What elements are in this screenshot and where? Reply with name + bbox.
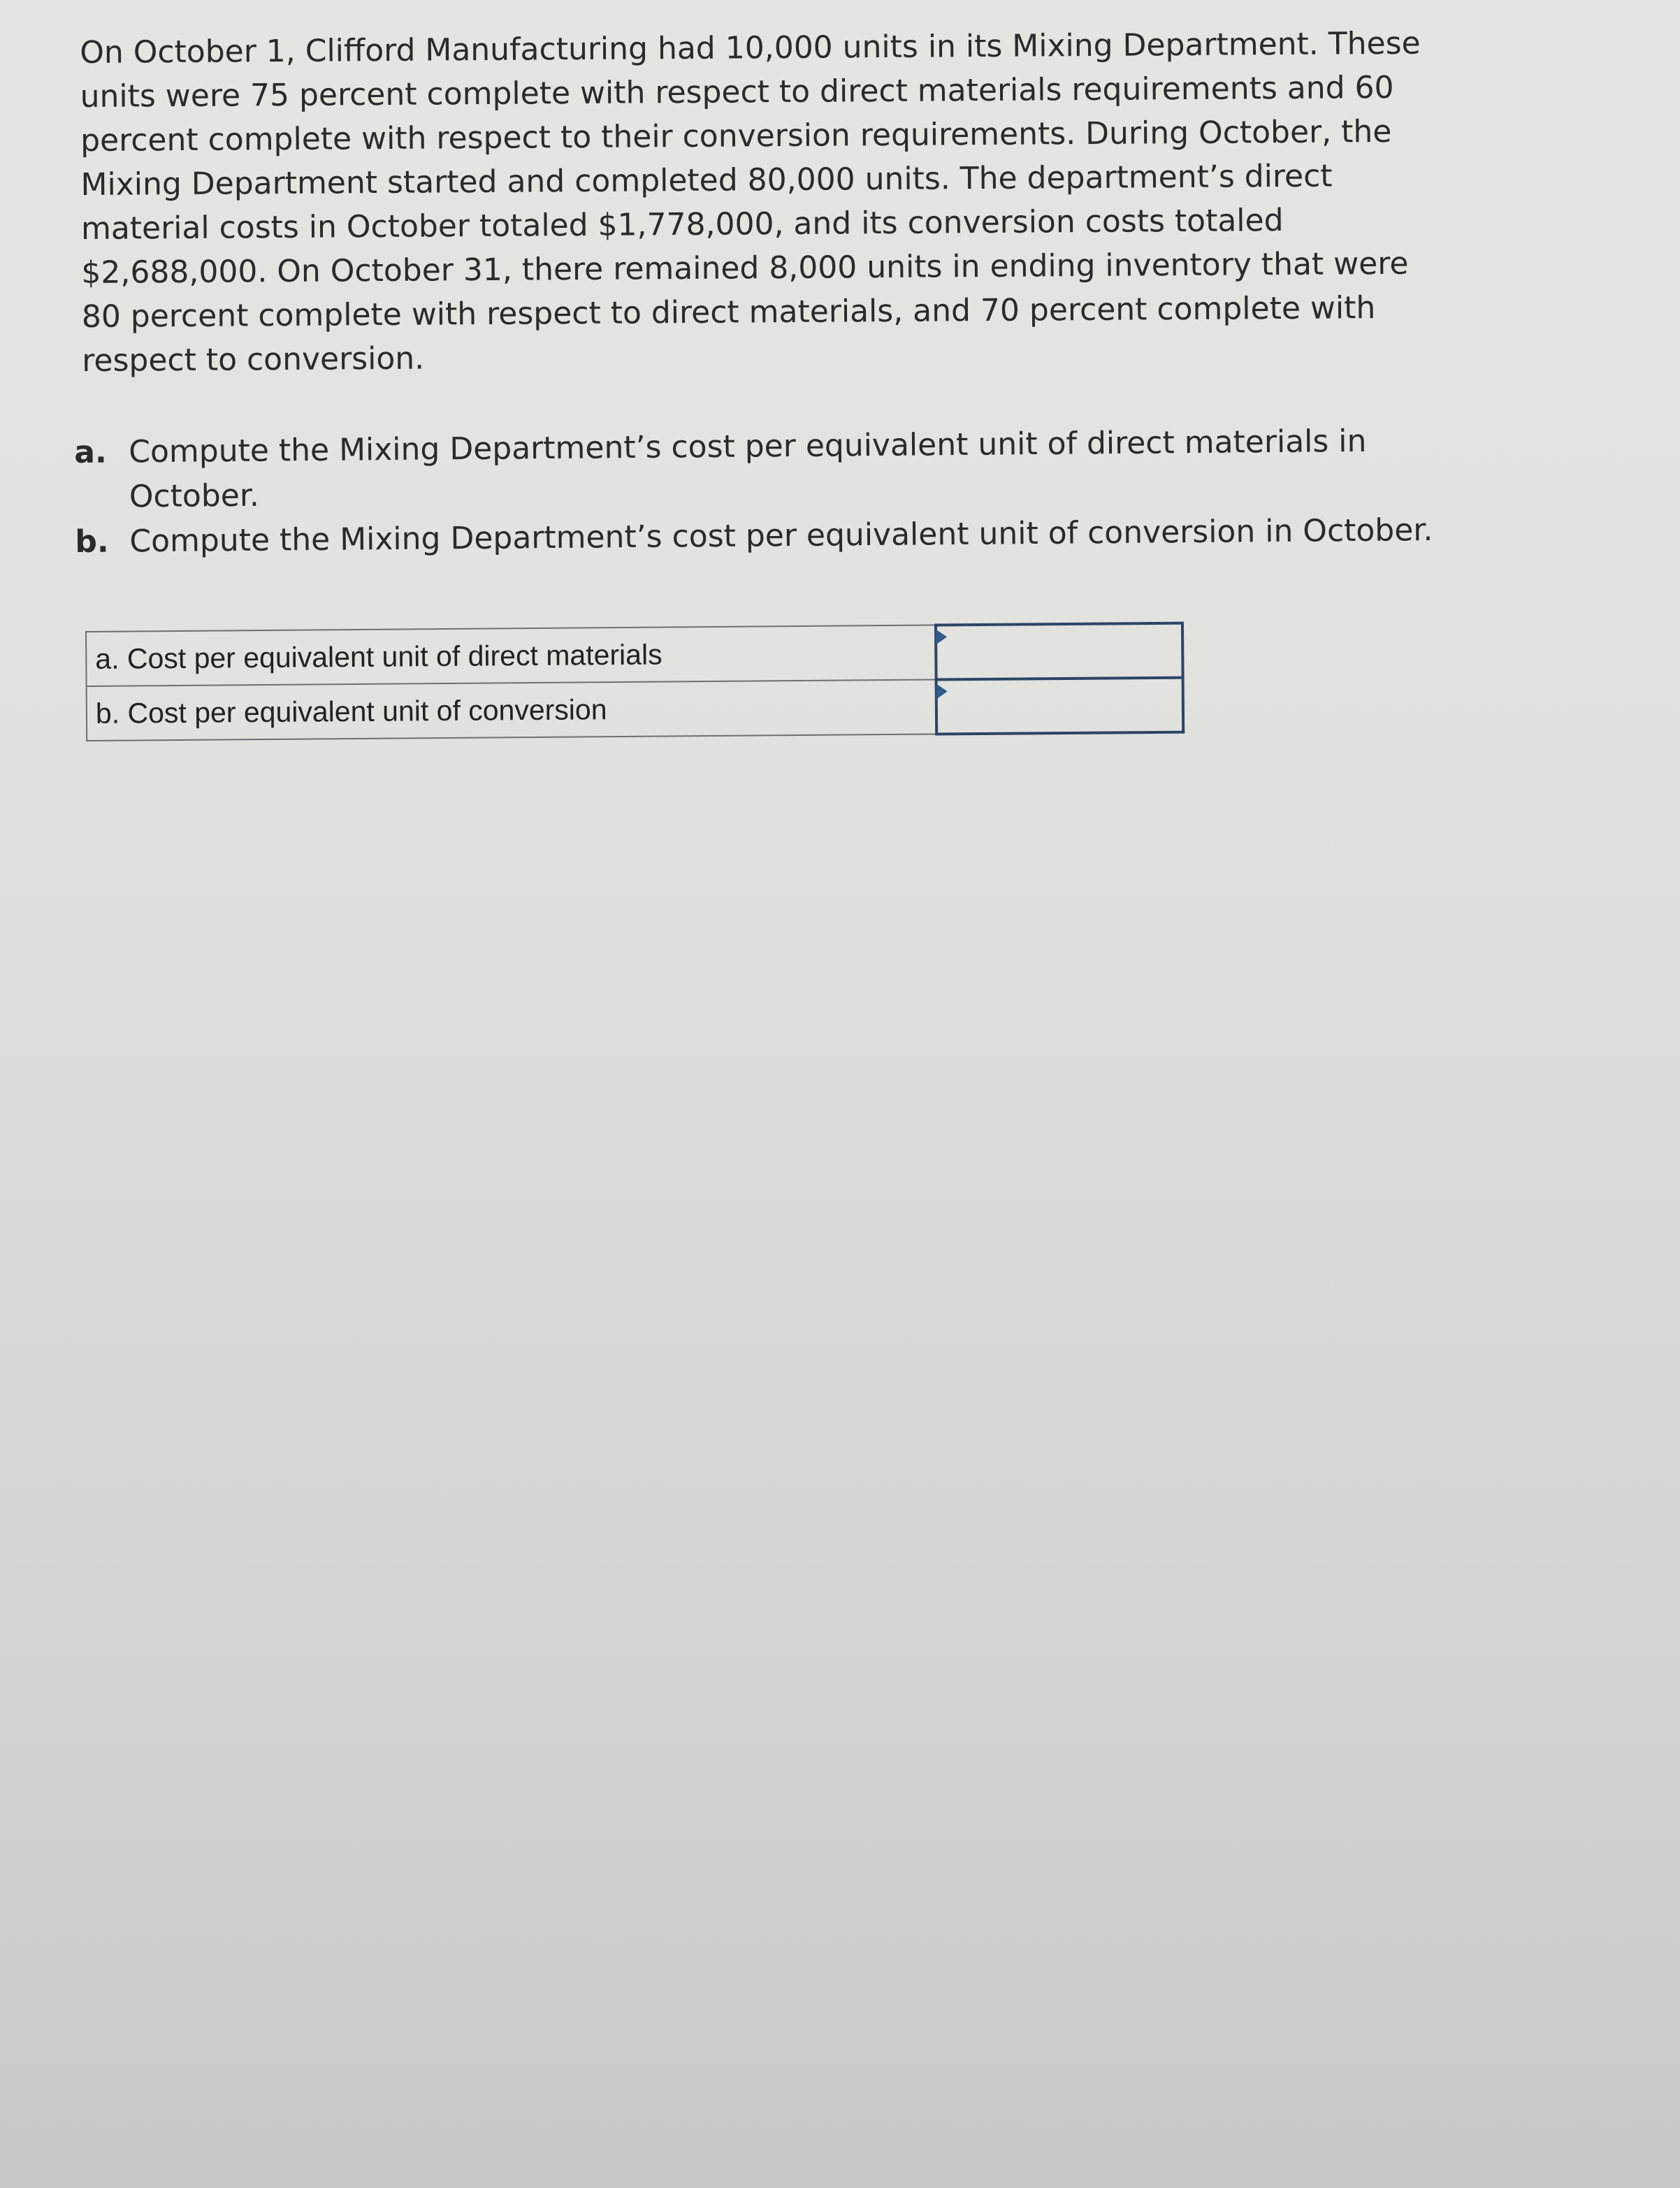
row-label-conversion: b. Cost per equivalent unit of conversion — [87, 679, 936, 741]
flag-icon — [936, 629, 947, 644]
table-row — [87, 678, 1184, 741]
question-a — [74, 417, 1584, 520]
question-line: October. — [129, 477, 260, 515]
question-line: Compute the Mixing Department’s cost per equivalent unit of direct materials in — [129, 423, 1367, 470]
question-line: Compute the Mixing Department’s cost per equivalent unit of conversion in October. — [129, 512, 1433, 560]
answer-cell-conversion[interactable] — [936, 678, 1183, 734]
question-list — [74, 417, 1585, 565]
problem-line: $2,688,000. On October 31, there remained 8,000 units in ending inventory that were — [81, 245, 1409, 291]
row-label-direct-materials: a. Cost per equivalent unit of direct materials — [86, 625, 936, 686]
question-text — [129, 417, 1584, 519]
flag-icon — [936, 683, 947, 699]
problem-line: Mixing Department started and completed 80,000 units. The department’s direct — [80, 158, 1333, 203]
question-letter: a. — [74, 434, 107, 470]
problem-line: respect to conversion. — [82, 340, 425, 379]
direct-materials-answer-input[interactable] — [937, 625, 1182, 679]
table-row — [86, 623, 1183, 686]
question-letter: b. — [75, 523, 109, 560]
answer-cell-direct-materials[interactable] — [936, 623, 1183, 680]
problem-line: material costs in October totaled $1,778,000, and its conversion costs totaled — [80, 202, 1284, 247]
problem-line: On October 1, Clifford Manufacturing had 10,000 units in its Mixing Department. These — [80, 25, 1421, 71]
problem-line: units were 75 percent complete with respect to direct materials requirements and 60 — [80, 69, 1394, 115]
conversion-answer-input[interactable] — [937, 679, 1182, 733]
problem-line: 80 percent complete with respect to direct materials, and 70 percent complete with — [81, 290, 1376, 335]
problem-statement — [80, 20, 1556, 383]
answer-table — [85, 622, 1185, 742]
problem-line: percent complete with respect to their conversion requirements. During October, the — [80, 113, 1392, 159]
